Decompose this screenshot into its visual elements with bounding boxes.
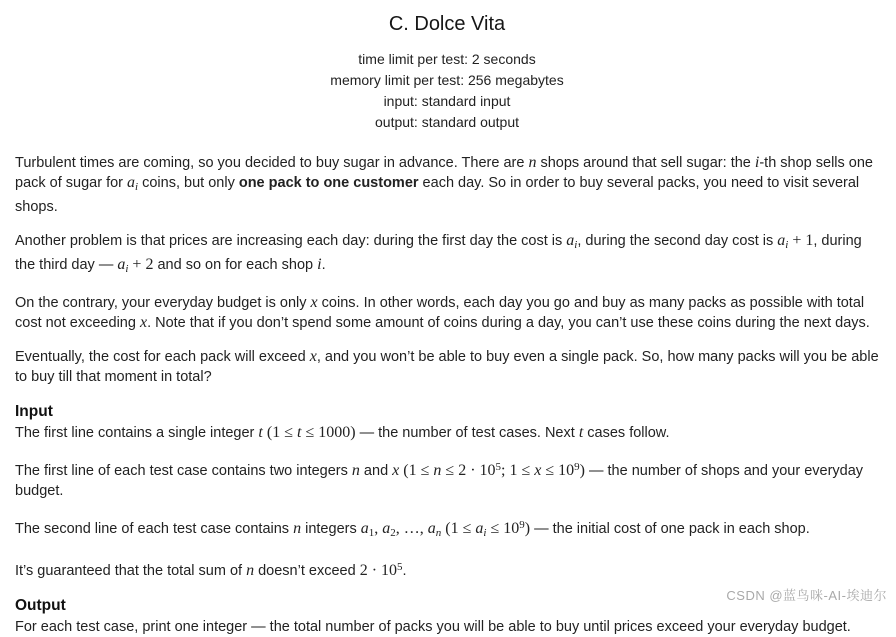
math-expression: $a_i + 2$ (117, 256, 154, 275)
problem-statement (15, 153, 879, 387)
math-expression: $a_i$ (566, 232, 578, 251)
math-expression: x (139, 314, 148, 331)
memory-limit: memory limit per test: 256 megabytes (330, 72, 564, 88)
problem-meta (15, 49, 879, 133)
paragraph: Another problem is that prices are increasing each day: during the first day the cost is $a_i$, during the second day cost is $a_i + 1$, during the third day — $a_i + 2$ and so on for each shop i. (15, 232, 862, 275)
paragraph: On the contrary, your everyday budget is only x coins. In other words, each day you go and buy as many packs as possible with total cost not exceeding x. Note that if you don’t spend some amount of coins during a day, you can’t use these coins during the next days. (15, 294, 870, 331)
paragraph: For each test case, print one integer — the total number of packs you will be able to buy until prices exceed your everyday budget. (15, 619, 851, 635)
math-expression: (1 ≤ t ≤ 1000) (266, 424, 356, 441)
math-expression: $a_1$, $a_2$, …, $a_n$ (360, 520, 442, 539)
input-section (15, 403, 879, 581)
input-body (15, 423, 879, 581)
paragraph: Turbulent times are coming, so you decided to buy sugar in advance. There are n shops around that sell sugar: the i-th shop sells one pack of sugar for $a_i$ coins, but only one pack to one customer each day. So in order to buy several packs, you need to visit several shops. (15, 154, 873, 215)
output-heading: Output (15, 597, 66, 614)
math-expression: t (578, 424, 584, 441)
paragraph: It’s guaranteed that the total sum of n doesn’t exceed $2 \cdot 10^5$. (15, 561, 407, 579)
output-body (15, 617, 879, 637)
math-expression: $(1 \le a_i \le 10^9)$ (445, 519, 531, 539)
math-expression: i (754, 154, 760, 171)
math-expression: n (351, 462, 360, 479)
output-section (15, 597, 879, 637)
paragraph: Eventually, the cost for each pack will exceed x, and you won’t be able to buy even a single pack. So, how many packs will you be able to buy till that moment in total? (15, 348, 879, 385)
time-limit: time limit per test: 2 seconds (358, 51, 536, 67)
paragraph: The first line contains a single integer t (1 ≤ t ≤ 1000) — the number of test cases. Next t cases follow. (15, 424, 670, 441)
math-expression: $a_i$ (127, 174, 139, 193)
math-expression: t (258, 424, 263, 441)
csdn-watermark: CSDN @蓝鸟咪-AI-埃迪尔 (726, 588, 887, 603)
math-expression: i (317, 256, 322, 273)
output-spec: output: standard output (375, 114, 519, 130)
math-expression: $2 \cdot 10^5$ (359, 561, 403, 579)
math-expression: n (528, 154, 537, 171)
math-expression: n (293, 520, 302, 537)
math-expression: n (246, 562, 255, 579)
bold-text: one pack to one customer (238, 175, 419, 191)
input-spec: input: standard input (383, 93, 511, 109)
math-expression: $a_i + 1$ (777, 232, 814, 251)
input-heading: Input (15, 403, 53, 420)
problem-title: C. Dolce Vita (388, 13, 506, 35)
paragraph: The second line of each test case contains n integers $a_1$, $a_2$, …, $a_n$ $(1 \le a_i \le 10^9)$ — the initial cost of one pack in each shop. (15, 519, 810, 539)
math-expression: x (309, 348, 317, 365)
math-expression: x (392, 462, 400, 479)
paragraph: The first line of each test case contains two integers n and x ($1 \le n \le 2 \cdot 10^5$; $1 \le x \le 10^9$) — the number of shops and your everyday budget. (15, 461, 864, 499)
math-expression: ($1 \le n \le 2 \cdot 10^5$; $1 \le x \le 10^9$) (403, 461, 585, 479)
math-expression: x (310, 294, 318, 311)
